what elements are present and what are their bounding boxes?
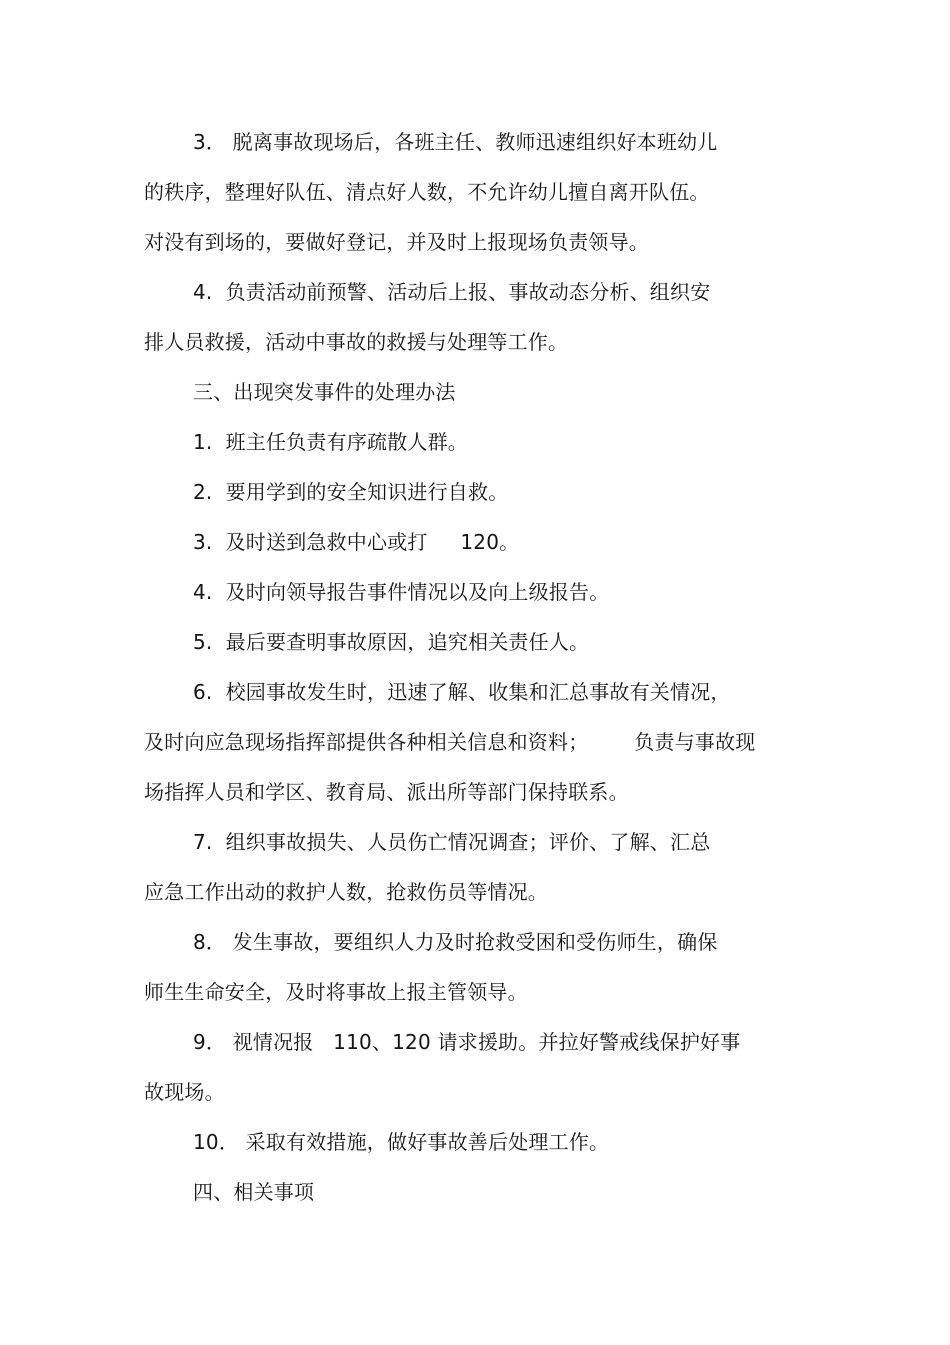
list-item-7-line-2: 应急工作出动的救护人数，抢救伤员等情况。 bbox=[144, 880, 548, 904]
list-item-4: 4. 及时向领导报告事件情况以及向上级报告。 bbox=[193, 580, 610, 604]
list-item-3: 3. 及时送到急救中心或打 120。 bbox=[193, 530, 520, 554]
paragraph-4-line-1: 4. 负责活动前预警、活动后上报、事故动态分析、组织安 bbox=[193, 280, 711, 304]
list-item-10: 10． 采取有效措施，做好事故善后处理工作。 bbox=[193, 1130, 610, 1154]
paragraph-4-line-2: 排人员救援，活动中事故的救援与处理等工作。 bbox=[144, 330, 569, 354]
paragraph-3-line-3: 对没有到场的，要做好登记，并及时上报现场负责领导。 bbox=[144, 230, 649, 254]
list-item-1: 1. 班主任负责有序疏散人群。 bbox=[193, 430, 468, 454]
list-item-9-line-1: 9． 视情况报 110、120 请求援助。并拉好警戒线保护好事 bbox=[193, 1030, 741, 1054]
list-item-6-line-3: 场指挥人员和学区、教育局、派出所等部门保持联系。 bbox=[144, 780, 629, 804]
list-item-8-line-2: 师生生命安全，及时将事故上报主管领导。 bbox=[144, 980, 528, 1004]
section-heading-3: 三、出现突发事件的处理办法 bbox=[193, 380, 456, 404]
paragraph-3-line-1: 3． 脱离事故现场后，各班主任、教师迅速组织好本班幼儿 bbox=[193, 130, 718, 154]
list-item-8-line-1: 8． 发生事故，要组织人力及时抢救受困和受伤师生，确保 bbox=[193, 930, 718, 954]
list-item-5: 5. 最后要查明事故原因，追究相关责任人。 bbox=[193, 630, 590, 654]
list-item-9-line-2: 故现场。 bbox=[144, 1080, 225, 1104]
list-item-2: 2. 要用学到的安全知识进行自救。 bbox=[193, 480, 509, 504]
list-item-7-line-1: 7. 组织事故损失、人员伤亡情况调查；评价、了解、汇总 bbox=[193, 830, 711, 854]
list-item-6-line-2: 及时向应急现场指挥部提供各种相关信息和资料； 负责与事故现 bbox=[144, 730, 756, 754]
list-item-6-line-1: 6. 校园事故发生时，迅速了解、收集和汇总事故有关情况， bbox=[193, 680, 731, 704]
section-heading-4: 四、相关事项 bbox=[193, 1180, 315, 1204]
paragraph-3-line-2: 的秩序，整理好队伍、清点好人数，不允许幼儿擅自离开队伍。 bbox=[144, 180, 710, 204]
